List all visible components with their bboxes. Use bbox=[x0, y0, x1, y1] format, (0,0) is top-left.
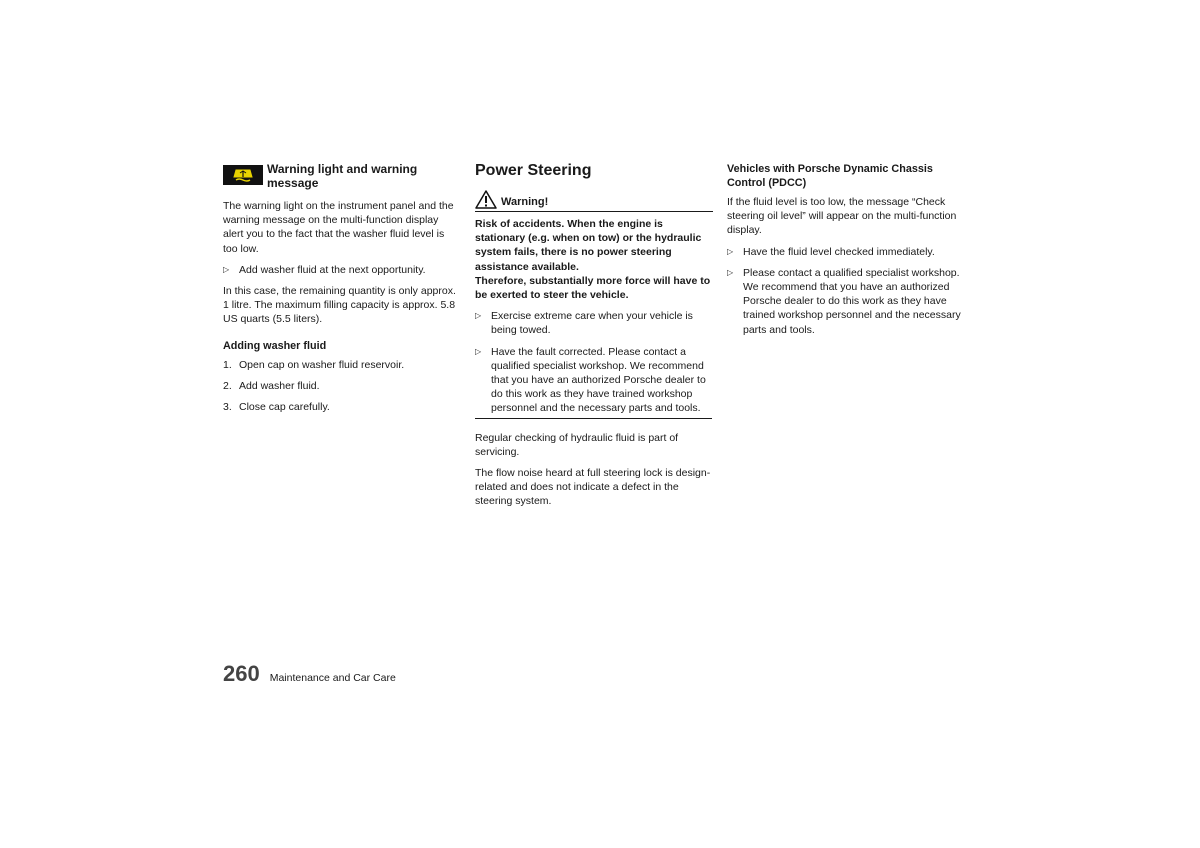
washer-warning-heading bbox=[223, 162, 459, 190]
bullet-arrow-icon: ▷ bbox=[727, 267, 734, 277]
washer-warning-title: Warning light and warning message bbox=[267, 162, 418, 190]
step-number: 1. bbox=[223, 358, 232, 371]
washer-fluid-warning-icon bbox=[223, 165, 263, 185]
step-number: 3. bbox=[223, 401, 232, 414]
warning-label: Warning! bbox=[501, 196, 549, 208]
power-steering-title: Power Steering bbox=[475, 162, 592, 179]
column-pdcc bbox=[727, 162, 967, 344]
list-item bbox=[475, 309, 713, 337]
bullet-text: Have the fluid level checked immediately. bbox=[743, 245, 935, 258]
step-text: Open cap on washer fluid reservoir. bbox=[239, 358, 405, 371]
bullet-text: Please contact a qualified specialist workshop. We recommend that you have an authorized Porsche dealer to do this work as they have trained workshop personnel and the necessary parts and tools. bbox=[743, 266, 961, 336]
bullet-arrow-icon: ▷ bbox=[727, 246, 734, 256]
warning-text-force: Therefore, substantially more force will have to be exerted to steer the vehicle. bbox=[475, 274, 711, 302]
warning-header bbox=[475, 190, 713, 212]
column-power-steering bbox=[475, 162, 713, 516]
bullet-text: Exercise extreme care when your vehicle is being towed. bbox=[491, 310, 693, 337]
hydraulic-check-text: Regular checking of hydraulic fluid is part of servicing. bbox=[475, 431, 679, 458]
section-name: Maintenance and Car Care bbox=[269, 672, 396, 684]
page-number: 260 bbox=[223, 661, 260, 686]
column-washer-fluid bbox=[223, 162, 459, 421]
bullet-text: Have the fault corrected. Please contact a qualified specialist workshop. We recommend that you have an authorized Porsche dealer to do this work as they have trained workshop personnel and the necessary parts and tools. bbox=[491, 345, 706, 415]
step-item bbox=[223, 379, 459, 393]
warning-end-divider bbox=[475, 418, 712, 419]
step-item bbox=[223, 358, 459, 372]
pdcc-intro-text: If the fluid level is too low, the message “Check steering oil level” will appear on the multi-function display. bbox=[727, 196, 957, 237]
washer-intro-text: The warning light on the instrument panel and the warning message on the multi-function display alert you to the fact that the washer fluid level is too low. bbox=[223, 200, 454, 255]
adding-washer-fluid-heading: Adding washer fluid bbox=[223, 339, 327, 352]
list-item bbox=[727, 245, 967, 259]
bullet-arrow-icon: ▷ bbox=[475, 346, 482, 356]
list-item bbox=[727, 266, 967, 337]
step-number: 2. bbox=[223, 379, 232, 392]
bullet-arrow-icon: ▷ bbox=[475, 311, 482, 321]
bullet-arrow-icon: ▷ bbox=[223, 264, 230, 274]
step-item bbox=[223, 400, 459, 414]
step-text: Close cap carefully. bbox=[239, 401, 330, 414]
bullet-text: Add washer fluid at the next opportunity. bbox=[239, 263, 426, 276]
list-item bbox=[223, 263, 459, 277]
page-footer bbox=[223, 660, 396, 688]
capacity-text: In this case, the remaining quantity is only approx. 1 litre. The maximum filling capacity is approx. 5.8 US quarts (5.5 liters). bbox=[223, 285, 456, 326]
list-item bbox=[475, 345, 713, 416]
step-text: Add washer fluid. bbox=[239, 379, 320, 392]
flow-noise-text: The flow noise heard at full steering lock is design-related and does not indicate a defect in the steering system. bbox=[475, 467, 711, 508]
pdcc-heading: Vehicles with Porsche Dynamic Chassis Control (PDCC) bbox=[727, 163, 933, 189]
warning-triangle-icon bbox=[475, 190, 497, 209]
warning-text: Risk of accidents. When the engine is stationary (e.g. when on tow) or the hydraulic system fails, there is no power steering assistance available. bbox=[475, 218, 702, 273]
